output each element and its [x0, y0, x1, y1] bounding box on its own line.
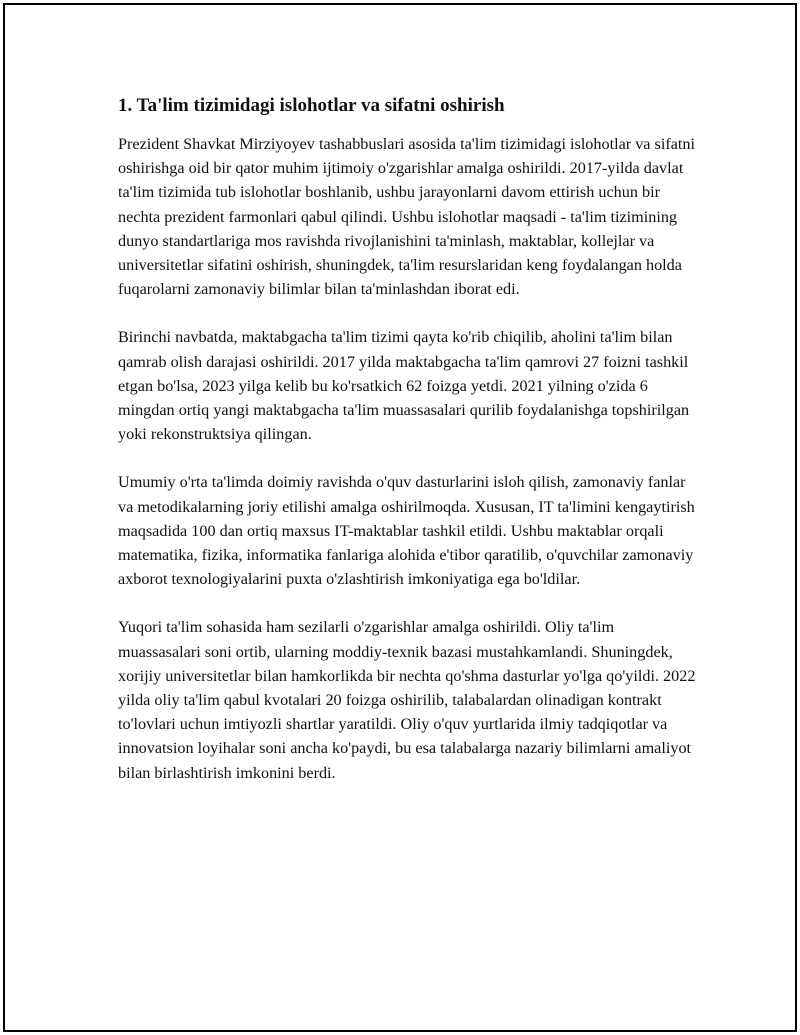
paragraph-3: Umumiy o'rta ta'limda doimiy ravishda o'quv dasturlarini isloh qilish, zamonaviy fanlar va metodikalarning joriy etilishi amalga oshirilmoqda. Xususan, IT ta'limini kengaytirish maqsadida 100 dan ortiq maxsus IT-maktablar tashkil etildi. Ushbu maktablar orqali matematika, fizika, informatika fanlariga alohida e'tibor qaratilib, o'quvchilar zamonaviy axborot texnologiyalarini puxta o'zlashtirish imkoniyatiga ega bo'ldilar.: [118, 473, 695, 589]
section-heading: 1. Ta'lim tizimidagi islohotlar va sifatni oshirish: [118, 95, 505, 116]
paragraph-4: Yuqori ta'lim sohasida ham sezilarli o'zgarishlar amalga oshirildi. Oliy ta'lim muassasalari soni ortib, ularning moddiy-texnik bazasi mustahkamlandi. Shuningdek, xorijiy universitetlar bilan hamkorlikda bir nechta qo'shma dasturlar yo'lga qo'yildi. 2022 yilda oliy ta'lim qabul kvotalari 20 foizga oshirilib, talabalardan olinadigan kontrakt to'lovlari uchun imtiyozli shartlar yaratildi. Oliy o'quv yurtlarida ilmiy tadqiqotlar va innovatsion loyihalar soni ancha ko'paydi, bu esa talabalarga nazariy bilimlarni amaliyot bilan birlashtirish imkonini berdi.: [118, 618, 696, 782]
paragraph-2: Birinchi navbatda, maktabgacha ta'lim tizimi qayta ko'rib chiqilib, aholini ta'lim bilan qamrab olish darajasi oshirildi. 2017 yilda maktabgacha ta'lim qamrovi 27 foizni tashkil etgan bo'lsa, 2023 yilga kelib bu ko'rsatkich 62 foizga yetdi. 2021 yilning o'zida 6 mingdan ortiq yangi maktabgacha ta'lim muassasalari qurilib foydalanishga topshirilgan yoki rekonstruktsiya qilingan.: [118, 328, 690, 444]
document-body: [118, 94, 698, 809]
paragraph-1: Prezident Shavkat Mirziyoyev tashabbuslari asosida ta'lim tizimidagi islohotlar va sifatni oshirishga oid bir qator muhim ijtimoiy o'zgarishlar amalga oshirildi. 2017-yilda davlat ta'lim tizimida tub islohotlar boshlanib, ushbu jarayonlarni davom ettirish uchun bir nechta prezident farmonlari qabul qilindi. Ushbu islohotlar maqsadi - ta'lim tizimining dunyo standartlariga mos ravishda rivojlanishini ta'minlash, maktablar, kollejlar va universitetlar sifatini oshirish, shuningdek, ta'lim resurslaridan keng foydalangan holda fuqarolarni zamonaviy bilimlar bilan ta'minlashdan iborat edi.: [118, 135, 695, 299]
